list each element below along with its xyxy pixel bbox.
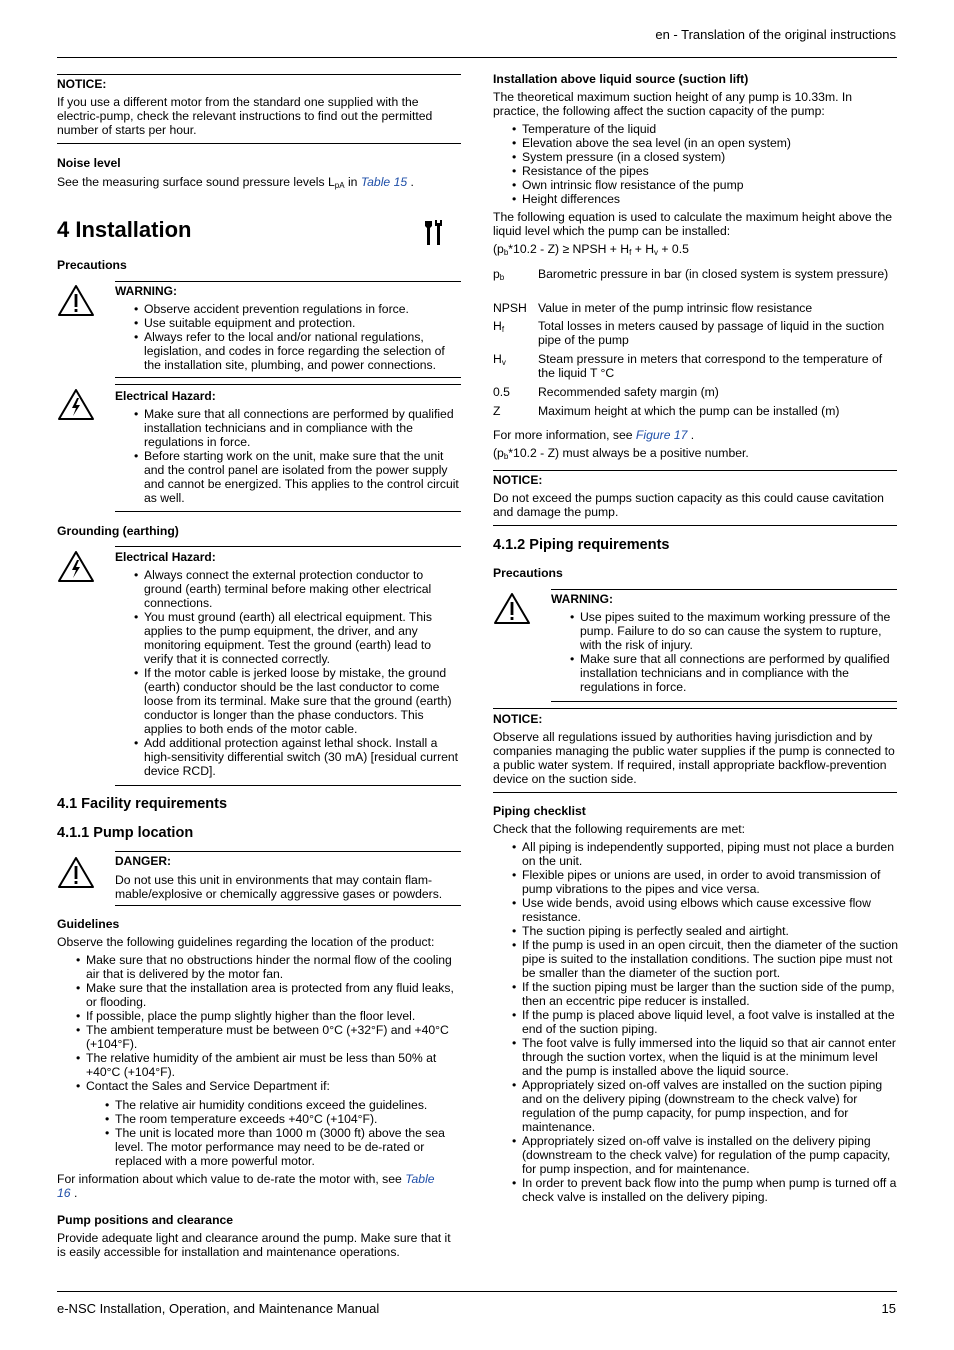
pump-positions-title: Pump positions and clearance — [57, 1213, 234, 1227]
list-item: • If the pump is placed above liquid level, a foot valve is installed at the end of the suction piping. — [512, 1008, 898, 1036]
list-item: • Always connect the external protection conductor to ground (earth) terminal before making other electrical connections. — [134, 568, 462, 610]
list-item: • Appropriately sized on-off valves are installed on the suction piping and on the delivery piping (downstream to the check valve) for regulation of the pump capacity, for pump inspection, and for maintenance. — [512, 1078, 898, 1134]
notice-bottom-rule — [57, 143, 461, 144]
warning-list — [134, 302, 462, 372]
danger-icon — [57, 856, 95, 889]
list-item: • In order to prevent back flow into the pump when pump is turned off a check valve is installed on the delivery piping. — [512, 1176, 898, 1204]
section-title: 4.1 Facility requirements — [57, 796, 228, 812]
list-item: • Use pipes suited to the maximum working pressure of the pump. Failure to do so can cause the system to rupture, with the risk of injury. — [570, 610, 898, 652]
list-item: • If the motor cable is jerked loose by mistake, the ground (earth) conductor should be the last conductor to come loose from its terminal. Make sure that the ground (earth) conductor is longer than the phase conductors. This applies to both ends of the motor cable. — [134, 666, 462, 736]
list-item: • All piping is independently supported, piping must not place a burden on the unit. — [512, 840, 898, 868]
notice-text: Do not exceed the pumps suction capacity as this could cause cavitation and damage the pump. — [493, 491, 884, 519]
danger-title: DANGER: — [115, 854, 171, 868]
notice-text: If you use a different motor from the standard one supplied with the electric-pump, check the relevant instructions to find out the permitted number of starts per hour. — [57, 95, 433, 137]
notice-top-rule — [493, 470, 897, 471]
warning-bottom-rule — [551, 701, 897, 702]
list-item: • If the pump is used in an open circuit, then the diameter of the suction pipe is suited to the installation conditions. The suction pipe must not be smaller than the diameter of the suction port. — [512, 938, 898, 980]
list-item: • Resistance of the pipes — [512, 164, 898, 178]
list-item: • System pressure (in a closed system) — [512, 150, 898, 164]
noise-level-title: Noise level — [57, 156, 121, 170]
electrical-hazard-icon — [57, 388, 95, 421]
list-item: • Temperature of the liquid — [512, 122, 898, 136]
warning-list — [570, 610, 898, 694]
page-number: 15 — [881, 1301, 896, 1316]
figure-17-link[interactable]: Figure 17 — [635, 428, 688, 442]
suction-lift-title: Installation above liquid source (suction lift) — [493, 72, 749, 86]
notice-bottom-rule — [493, 792, 897, 793]
list-item: • Always refer to the local and/or national regulations, legislation, and codes in force regarding the selection of the installation site, plumbing, and power connections. — [134, 330, 462, 372]
list-item: • The room temperature exceeds +40°C (+104°F). — [105, 1112, 460, 1126]
list-item: • The suction piping is perfectly sealed and airtight. — [512, 924, 898, 938]
notice-title: NOTICE: — [57, 77, 107, 91]
tools-icon — [424, 219, 444, 247]
grounding-hazard-list — [134, 568, 462, 778]
danger-text: Do not use this unit in environments that may contain flammable/explosive or chemically aggressive gases or powders. — [115, 873, 443, 901]
list-item: • Make sure that the installation area is protected from any fluid leaks, or flooding. — [76, 981, 462, 1009]
header-rule — [57, 57, 897, 58]
guidelines-title: Guidelines — [57, 917, 120, 931]
table-16-link[interactable]: Table — [405, 1172, 435, 1186]
more-info-text: For more information, see Figure 17 . — [493, 428, 695, 442]
noise-level-text: See the measuring surface sound pressure levels $L_{pA}$ in Table 15 . — [57, 175, 414, 190]
grounding-hazard-title: Electrical Hazard: — [115, 550, 216, 564]
notice-text: Observe all regulations issued by authorities having jurisdiction and by companies managing the public water supplies if the pump is connected to a public water system. If required, install appropriate backflow-prevention device on the suction side. — [493, 730, 895, 786]
section-title: 4.1.2 Piping requirements — [493, 537, 670, 553]
notice-title: NOTICE: — [493, 473, 543, 487]
piping-checklist-list — [512, 840, 898, 1204]
chapter-title: 4 Installation — [57, 217, 192, 242]
list-item: • Appropriately sized on-off valve is installed on the delivery piping (downstream to the check valve) for regulation of the pump capacity, for pump inspection, and for maintenance. — [512, 1134, 898, 1176]
grounding-title: Grounding (earthing) — [57, 524, 179, 538]
notice-top-rule — [57, 74, 461, 75]
list-item: • Own intrinsic flow resistance of the pump — [512, 178, 898, 192]
running-header: en - Translation of the original instructions — [655, 27, 896, 42]
equation: $(p_b*10.2 - Z)$ ≥ NPSH + $H_f + H_v + 0.5$ — [493, 242, 689, 257]
electrical-hazard-icon — [57, 550, 95, 583]
list-item: • You must ground (earth) all electrical equipment. This applies to the pump equipment, the driver, and any monitoring equipment. Test the ground (earth) lead to verify that it is connected correctly. — [134, 610, 462, 666]
list-item: • The relative humidity of the ambient air must be less than 50% at +40°C (+104°F). — [76, 1051, 462, 1079]
list-item: • If the suction piping must be larger than the suction side of the pump, then an eccentric pipe reducer is installed. — [512, 980, 898, 1008]
suction-lift-intro: The theoretical maximum suction height of any pump is 10.33m. In practice, the following affect the suction capacity of the pump: — [493, 90, 853, 118]
list-item: • Make sure that all connections are performed by qualified installation technicians and in compliance with the regulations in force. — [134, 407, 462, 449]
list-item: • The unit is located more than 1000 m (3000 ft) above the sea level. The motor performance may need to be de-rated or replaced with a more powerful motor. — [105, 1126, 460, 1168]
list-item: • Use suitable equipment and protection. — [134, 316, 462, 330]
grounding-hazard-bottom-rule — [115, 785, 461, 786]
danger-top-rule — [115, 851, 461, 852]
guidelines-list — [76, 953, 462, 1093]
precautions-title: Precautions — [57, 258, 127, 272]
table-15-link[interactable]: Table 15 — [360, 175, 408, 189]
suction-factors-list — [512, 122, 898, 206]
list-item: • Make sure that no obstructions hinder the normal flow of the cooling air that is delivered by the motor fan. — [76, 953, 462, 981]
list-item: • The foot valve is fully immersed into the liquid so that air cannot enter through the suction vortex, when the liquid is at the minimum level and the pump is installed above the liquid source. — [512, 1036, 898, 1078]
warning-icon — [57, 284, 95, 317]
footer-manual-title: e-NSC Installation, Operation, and Maintenance Manual — [57, 1301, 380, 1316]
list-item: • Contact the Sales and Service Department if: — [76, 1079, 462, 1093]
footer-rule — [57, 1291, 897, 1292]
positive-number-text: $(p_b*10.2 - Z)$ must always be a positive number. — [493, 446, 749, 461]
warning-icon — [493, 592, 531, 625]
piping-checklist-intro: Check that the following requirements are met: — [493, 822, 745, 836]
pump-positions-text: Provide adequate light and clearance around the pump. Make sure that it is easily accessible for installation and maintenance operations. — [57, 1231, 451, 1259]
list-item: • Add additional protection against lethal shock. Install a high-sensitivity differential switch (30 mA) [residual current device RCD]. — [134, 736, 462, 778]
electrical-hazard-bottom-rule — [115, 511, 461, 512]
warning-top-rule — [115, 281, 461, 282]
warning-title: WARNING: — [551, 592, 613, 606]
electrical-hazard-title: Electrical Hazard: — [115, 389, 216, 403]
notice-top-rule — [493, 708, 897, 709]
table-16-link[interactable]: 16 — [57, 1186, 71, 1200]
piping-checklist-title: Piping checklist — [493, 804, 586, 818]
notice-bottom-rule — [493, 525, 897, 526]
warning-top-rule — [551, 589, 897, 590]
precautions-title: Precautions — [493, 566, 563, 580]
list-item: • Observe accident prevention regulations in force. — [134, 302, 462, 316]
list-item: • The relative air humidity conditions exceed the guidelines. — [105, 1098, 460, 1112]
warning-title: WARNING: — [115, 284, 177, 298]
guidelines-sublist — [105, 1098, 460, 1168]
list-item: • Flexible pipes or unions are used, in order to avoid transmission of pump vibrations to the pipes and vice versa. — [512, 868, 898, 896]
danger-bottom-rule — [115, 905, 461, 906]
list-item: • Before starting work on the unit, make sure that the unit and the control panel are isolated from the power supply and cannot be energized. This applies to the control circuit as well. — [134, 449, 462, 505]
list-item: • Use wide bends, avoid using elbows which cause excessive flow resistance. — [512, 896, 898, 924]
electrical-hazard-top-rule — [115, 384, 461, 385]
warning-bottom-rule — [115, 377, 461, 378]
guidelines-intro: Observe the following guidelines regarding the location of the product: — [57, 935, 435, 949]
list-item: • Height differences — [512, 192, 898, 206]
section-title: 4.1.1 Pump location — [57, 825, 194, 841]
derate-text: For information about which value to de-rate the motor with, see Table 16 . — [57, 1172, 435, 1200]
list-item: • The ambient temperature must be between 0°C (+32°F) and +40°C (+104°F). — [76, 1023, 462, 1051]
notice-title: NOTICE: — [493, 712, 543, 726]
list-item: • Elevation above the sea level (in an open system) — [512, 136, 898, 150]
electrical-hazard-list — [134, 407, 462, 505]
list-item: • If possible, place the pump slightly higher than the floor level. — [76, 1009, 462, 1023]
list-item: • Make sure that all connections are performed by qualified installation technicians and in compliance with the regulations in force. — [570, 652, 898, 694]
grounding-hazard-top-rule — [115, 546, 461, 547]
equation-intro: The following equation is used to calculate the maximum height above the liquid level which the pump can be installed: — [493, 210, 893, 238]
